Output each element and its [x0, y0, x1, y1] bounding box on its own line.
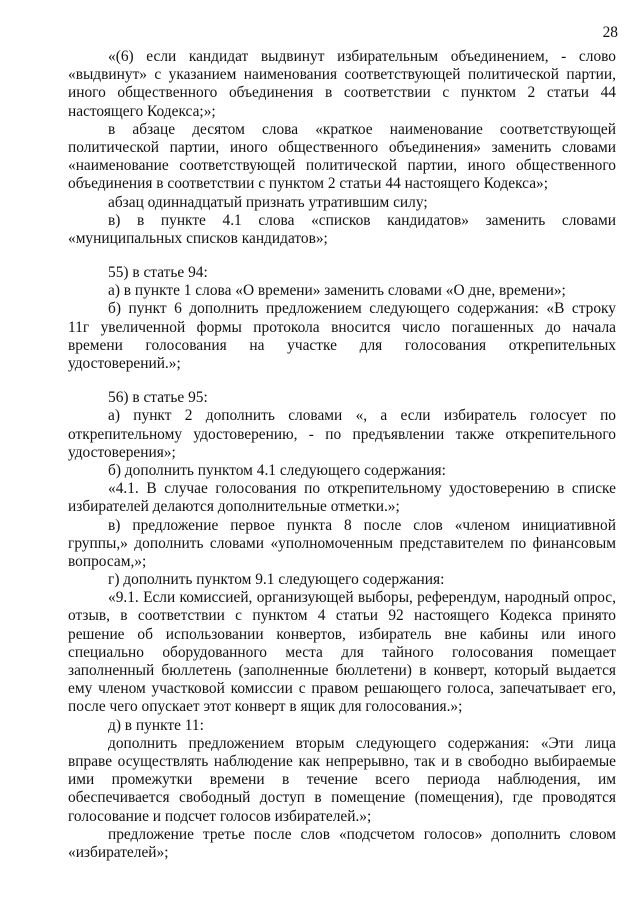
text-line: решение об использовании конвертов, избиратель вне кабины или иного — [68, 625, 616, 643]
text-line: удостоверения»; — [68, 443, 176, 461]
text-line: вправе осуществлять наблюдение как непрерывно, так и в свободно выбираемые — [68, 752, 616, 770]
page-number: 28 — [602, 24, 618, 41]
text-line: б) дополнить пунктом 4.1 следующего содержания: — [108, 461, 446, 479]
paragraph — [68, 717, 616, 735]
document-body — [68, 48, 616, 862]
text-line: настоящего Кодекса;»; — [68, 102, 216, 120]
text-line: «(6) если кандидат выдвинут избирательным объединением, - слово — [108, 48, 616, 65]
text-line: г) дополнить пунктом 9.1 следующего содержания: — [108, 571, 445, 589]
paragraph — [68, 212, 616, 248]
text-line: д) в пункте 11: — [108, 716, 204, 734]
text-line: в) предложение первое пункта 8 после слов «членом инициативной — [108, 516, 616, 534]
text-line: «муниципальных списков кандидатов»; — [68, 229, 328, 247]
text-line: «9.1. Если комиссией, организующей выборы, референдум, народный опрос, — [108, 589, 616, 607]
paragraph — [68, 735, 616, 826]
text-line: абзац одиннадцатый признать утратившим силу; — [108, 193, 428, 211]
text-line: в абзаце десятом слова «краткое наименование соответствующей — [108, 120, 616, 138]
text-line: после чего опускает этот конверт в ящик для голосования.»; — [68, 698, 463, 716]
text-line: 11г увеличенной формы протокола вносится число погашенных до начала — [68, 318, 616, 336]
text-line: «наименование соответствующей политической партии, иного общественного — [68, 157, 616, 175]
text-line: 55) в статье 94: — [108, 264, 208, 282]
text-line: голосование и подсчет голосов избирателей.»; — [68, 807, 372, 825]
text-line: времени голосования на участке для голосования открепительных — [68, 336, 616, 354]
text-line: обеспечивается свободный доступ в помещение (помещения), где проводятся — [68, 789, 616, 807]
text-line: отзыв, в соответствии с пунктом 4 статьи 92 настоящего Кодекса принято — [68, 607, 616, 625]
paragraph — [68, 589, 616, 716]
paragraph — [68, 282, 616, 300]
paragraph — [68, 194, 616, 212]
text-line: предложение третье после слов «подсчетом голосов» дополнить словом — [108, 825, 616, 843]
text-line: в) в пункте 4.1 слова «списков кандидатов» заменить словами — [108, 211, 616, 229]
paragraph — [68, 517, 616, 572]
text-line: иного общественного объединения в соответствии с пунктом 2 статьи 44 — [68, 84, 616, 102]
paragraph — [68, 462, 616, 480]
paragraph — [68, 300, 616, 373]
text-line: а) пункт 2 дополнить словами «, а если избиратель голосует по — [108, 407, 616, 425]
text-line: «избирателей»; — [68, 843, 169, 861]
paragraph — [68, 826, 616, 862]
text-line: 56) в статье 95: — [108, 389, 208, 407]
text-line: объединения в соответствии с пунктом 2 статьи 44 настоящего Кодекса»; — [68, 175, 548, 193]
text-line: специально оборудованного места для тайного голосования помещает — [68, 643, 616, 661]
text-line: дополнить предложением вторым следующего содержания: «Эти лица — [108, 734, 616, 752]
text-line: «выдвинут» с указанием наименования соответствующей политической партии, — [68, 66, 616, 84]
paragraph — [68, 121, 616, 194]
paragraph — [68, 571, 616, 589]
text-line: заполненный бюллетень (заполненные бюллетени) в конверт, который выдается — [68, 662, 616, 679]
text-line: политической партии, иного общественного объединения» заменить словами — [68, 138, 616, 156]
text-line: удостоверений.»; — [68, 355, 181, 372]
text-line: открепительному удостоверению, - по предъявлении также открепительного — [68, 425, 616, 443]
text-line: избирателей делаются дополнительные отметки.»; — [68, 498, 400, 516]
text-line: б) пункт 6 дополнить предложением следующего содержания: «В строку — [108, 300, 616, 318]
text-line: а) в пункте 1 слова «О времени» заменить словами «О дне, времени»; — [108, 282, 566, 300]
paragraph — [68, 480, 616, 516]
text-line: вопросам,»; — [68, 552, 147, 570]
text-line: ему членом участковой комиссии с правом решающего голоса, запечатывает его, — [68, 680, 616, 698]
paragraph — [68, 48, 616, 121]
paragraph — [68, 407, 616, 462]
section-heading — [68, 389, 616, 407]
text-line: ими промежутки времени в течение всего периода наблюдения, им — [68, 771, 616, 789]
section-heading — [68, 264, 616, 282]
text-line: «4.1. В случае голосования по открепительному удостоверению в списке — [108, 480, 616, 498]
text-line: группы,» дополнить словами «уполномоченным представителем по финансовым — [68, 534, 616, 552]
